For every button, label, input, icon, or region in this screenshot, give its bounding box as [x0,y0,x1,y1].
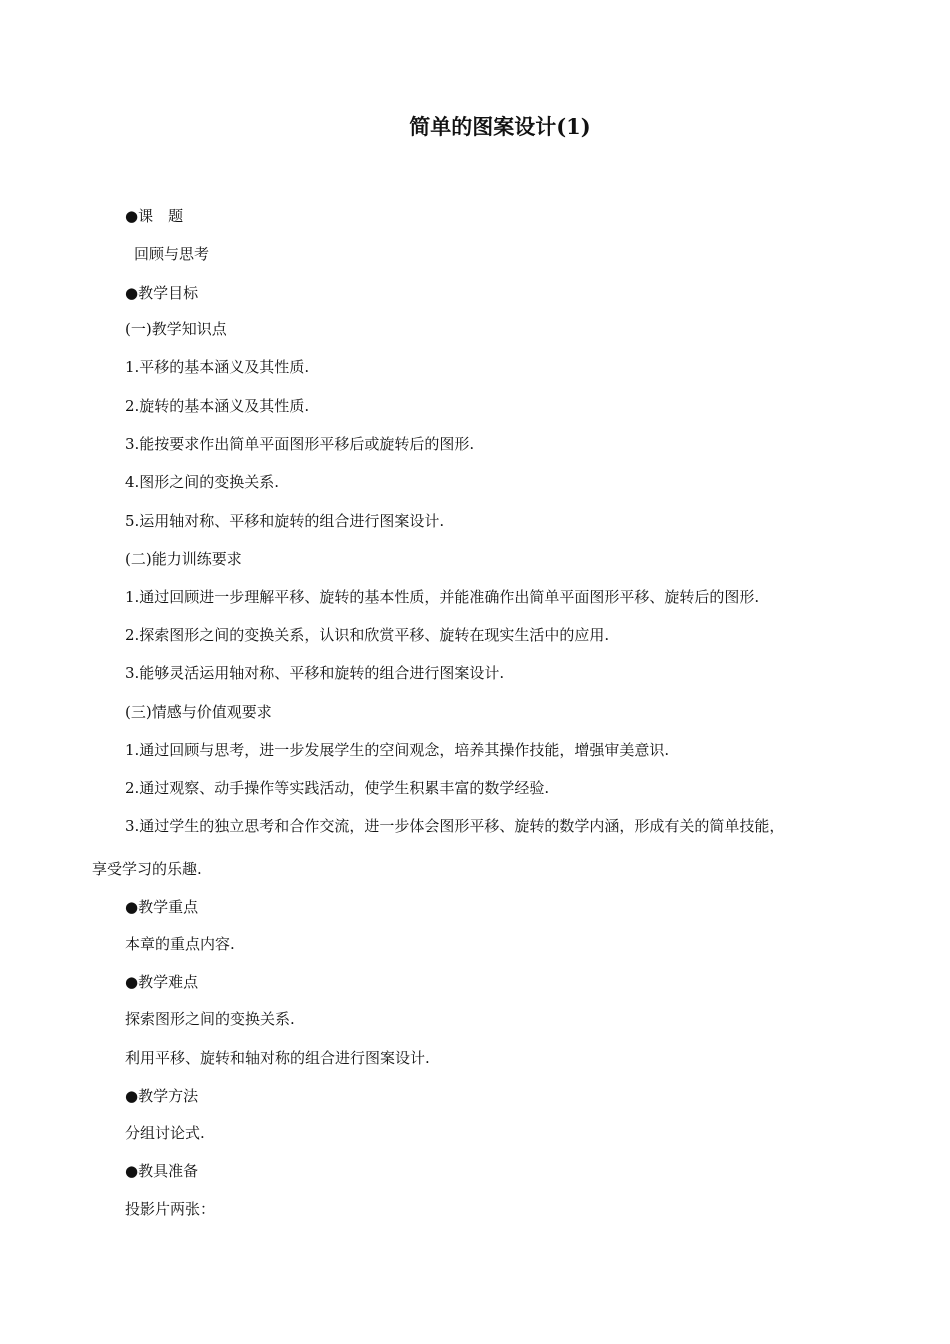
topic-text: 回顾与思考 [134,245,210,263]
list-item: 1.通过回顾与思考，进一步发展学生的空间观念，培养其操作技能，增强审美意识. [125,741,670,759]
section-heading-method: ●教学方法 [125,1087,199,1105]
subheading-values: (三)情感与价值观要求 [125,703,272,721]
section-heading-difficulties: ●教学难点 [125,973,199,991]
difficulty-text: 探索图形之间的变换关系. [125,1010,295,1028]
list-item: 3.通过学生的独立思考和合作交流，进一步体会图形平移、旋转的数学内涵，形成有关的简单技能， [125,817,785,835]
document-title: 简单的图案设计(1) [409,114,591,139]
list-item: 4.图形之间的变换关系. [125,473,280,491]
list-item: 3.能按要求作出简单平面图形平移后或旋转后的图形. [125,435,475,453]
difficulty-text: 利用平移、旋转和轴对称的组合进行图案设计. [125,1049,430,1067]
list-item-continuation: 享受学习的乐趣. [92,860,202,878]
list-item: 3.能够灵活运用轴对称、平移和旋转的组合进行图案设计. [125,664,505,682]
section-heading-objectives: ●教学目标 [125,284,199,302]
list-item: 2.探索图形之间的变换关系，认识和欣赏平移、旋转在现实生活中的应用. [125,626,610,644]
key-points-text: 本章的重点内容. [125,935,235,953]
list-item: 1.通过回顾进一步理解平移、旋转的基本性质，并能准确作出简单平面图形平移、旋转后的图形. [125,588,760,606]
subheading-ability: (二)能力训练要求 [125,550,242,568]
section-heading-key-points: ●教学重点 [125,898,199,916]
materials-text: 投影片两张： [125,1200,216,1218]
list-item: 5.运用轴对称、平移和旋转的组合进行图案设计. [125,512,445,530]
subheading-knowledge: (一)教学知识点 [125,320,227,338]
list-item: 2.旋转的基本涵义及其性质. [125,397,310,415]
list-item: 2.通过观察、动手操作等实践活动，使学生积累丰富的数学经验. [125,779,550,797]
method-text: 分组讨论式. [125,1124,205,1142]
section-heading-topic: ●课 题 [125,207,184,225]
section-heading-materials: ●教具准备 [125,1162,199,1180]
list-item: 1.平移的基本涵义及其性质. [125,358,310,376]
